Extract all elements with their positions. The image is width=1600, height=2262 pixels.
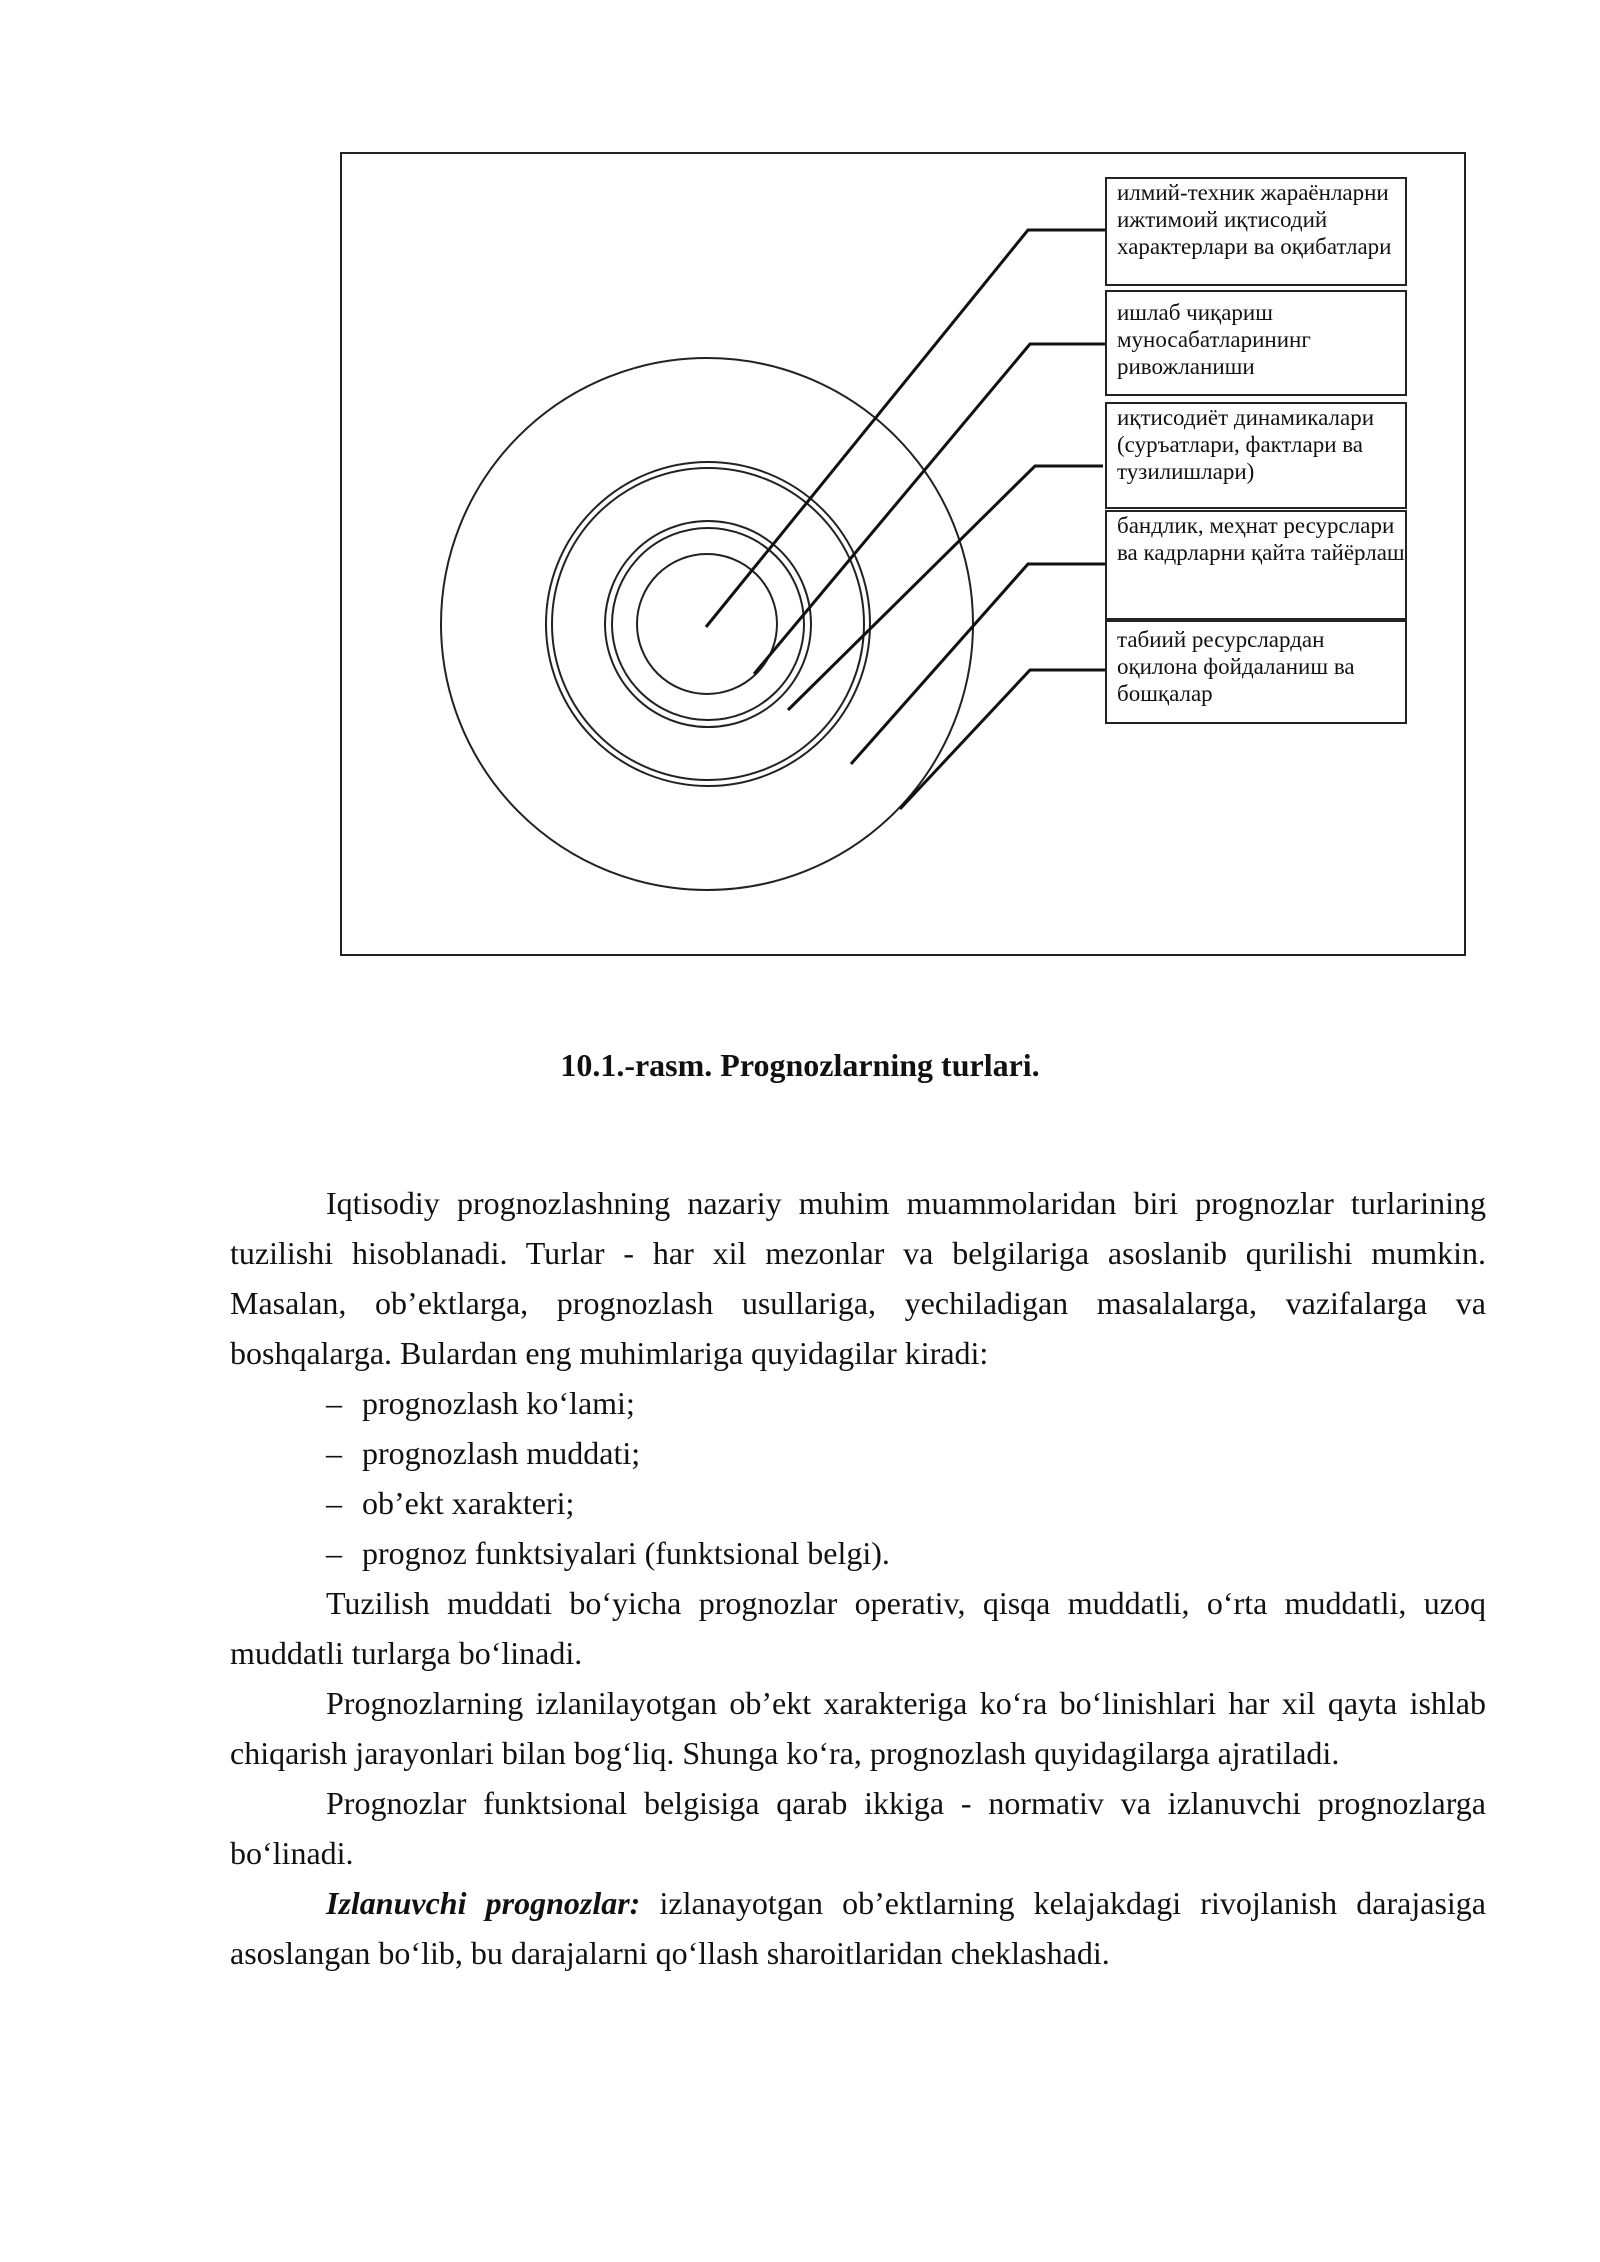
bullet-dash: – — [326, 1435, 342, 1471]
paragraph-5-text: izlanayotgan ob’ektlarning kelajakdagi rivojlanish darajasiga asoslangan bo‘lib, bu darajalarni qo‘llash sharoitlaridan cheklashadi. — [230, 1885, 1487, 1971]
label-box-2 — [1105, 290, 1407, 396]
paragraph-2: Tuzilish muddati bo‘yicha prognozlar operativ, qisqa muddatli, o‘rta muddatli, uzoq muddatli turlarga bo‘linadi. — [230, 1585, 1486, 1671]
leader-line-1 — [706, 230, 1107, 627]
paragraph-4: Prognozlar funktsional belgisiga qarab ikkiga - normativ va izlanuvchi prognozlarga bo‘linadi. — [230, 1785, 1486, 1871]
label-box-5 — [1105, 620, 1407, 724]
bullet-dash: – — [326, 1485, 342, 1521]
paragraph-1: Iqtisodiy prognozlashning nazariy muhim muammolaridan biri prognozlar turlarining tuzilishi hisoblanadi. Turlar - har xil mezonlar va belgilariga asoslanib qurilishi mumkin. Masalan, ob’ektlarga, prognozlash usullariga, yechiladigan masalalarga, vazifalarga va boshqalarga. Bulardan eng muhimlariga quyidagilar kiradi: — [230, 1185, 1486, 1371]
leader-line-2 — [754, 344, 1107, 674]
bullet-dash: – — [326, 1385, 342, 1421]
bullet-text-3: ob’ekt xarakteri; — [362, 1485, 575, 1521]
leader-line-3 — [788, 466, 1103, 710]
bullet-item-4 — [230, 1528, 1486, 1578]
leader-line-4 — [851, 564, 1105, 764]
label-box-1 — [1105, 177, 1407, 286]
bullet-text-2: prognozlash muddati; — [362, 1435, 641, 1471]
bullet-item-3 — [230, 1478, 1486, 1528]
diagram-figure — [340, 152, 1466, 956]
bullet-item-2 — [230, 1428, 1486, 1478]
term-izlanuvchi: Izlanuvchi prognozlar: — [326, 1885, 641, 1921]
label-text-2: ишлаб чиқариш муносабатларининг ривожланиши — [1117, 300, 1311, 379]
bullet-item-1 — [230, 1378, 1486, 1428]
figure-caption: 10.1.-rasm. Prognozlarning turlari. — [560, 1047, 1040, 1083]
label-box-3 — [1105, 402, 1407, 509]
label-text-5: табиий ресурслардан оқилона фойдаланиш ва бошқалар — [1117, 627, 1355, 706]
bullet-text-1: prognozlash ko‘lami; — [362, 1385, 635, 1421]
label-text-4: бандлик, меҳнат ресурслари ва кадрларни қайта тайёрлаш — [1117, 513, 1405, 565]
paragraph-3: Prognozlarning izlanilayotgan ob’ekt xarakteriga ko‘ra bo‘linishlari har xil qayta ishlab chiqarish jarayonlari bilan bog‘liq. Shunga ko‘ra, prognozlash quyidagilarga ajratiladi. — [230, 1685, 1486, 1771]
label-box-4 — [1105, 510, 1407, 620]
bullet-dash: – — [326, 1535, 342, 1571]
body-text — [230, 1178, 1486, 1978]
label-text-1: илмий-техник жараёнларни ижтимоий иқтисодий характерлари ва оқибатлари — [1117, 180, 1392, 259]
label-text-3: иқтисодиёт динамикалари (суръатлари, фактлари ва тузилишлари) — [1117, 405, 1375, 484]
paragraph-5 — [230, 1878, 1486, 1978]
bullet-text-4: prognoz funktsiyalari (funktsional belgi). — [362, 1535, 890, 1571]
leader-line-5 — [900, 670, 1105, 809]
